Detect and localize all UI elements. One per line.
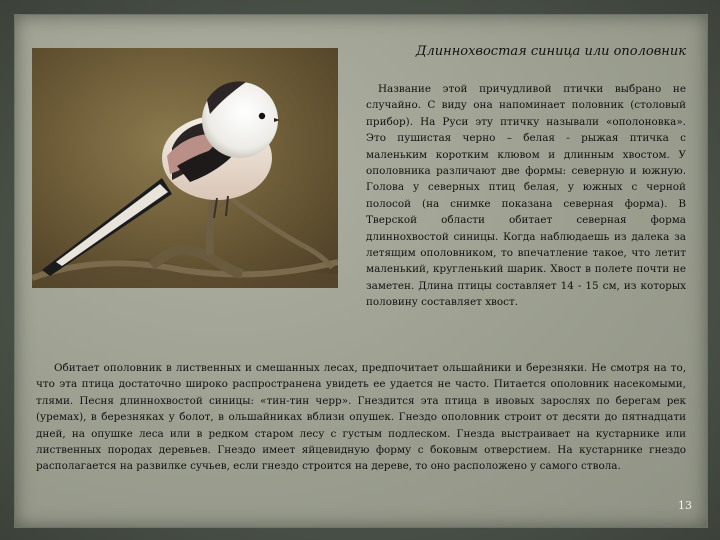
bird-photo (32, 48, 338, 288)
intro-paragraph: Название этой причудливой птички выбрано не случайно. С виду она напоминает половник (столовый прибор). На Руси эту птичку называли «ополоновка». Это пушистая черно – белая - рыжая птичка с маленьким коротким клювом и длинным хвостом. У ополовника различают две формы: северную и южную. Голова у северных птиц белая, у южных с черной полосой (на снимке показана северная форма). В Тверской области обитает северная форма длиннохвостой синицы. Когда наблюдаешь из далека за летящим ополовником, то впечатление такое, что летит маленький, кругленький шарик. Хвост в полете почти не заметен. Длина птицы составляет 14 - 15 см, из которых половину составляет хвост. (366, 83, 686, 309)
page-number: 13 (678, 499, 692, 512)
slide-title: Длиннохвостая синица или ополовник (415, 44, 686, 59)
habitat-paragraph: Обитает ополовник в лиственных и смешанных лесах, предпочитает ольшайники и березняки. Не смотря на то, что эта птица достаточно широко распространена увидеть ее удается не часто. Питается ополовник насекомыми, тлями. Песня длиннохвостой синицы: «тин-тин черр». Гнездится эта птица в ивовых зарослях по берегам рек (уремах), в березняках у болот, в ольшайниках вблизи опушек. Гнездо ополовник строит от десяти до пятнадцати дней, на опушке леса или в редком старом лесу с густым подлеском. Гнезда выстраивает на кустарнике или лиственных породах деревьев. Гнездо имеет яйцевидную форму с боковым отверстием. На кустарнике гнездо располагается на развилке сучьев, если гнездо строится на дереве, то оно расположено у самого ствола. (36, 362, 686, 473)
